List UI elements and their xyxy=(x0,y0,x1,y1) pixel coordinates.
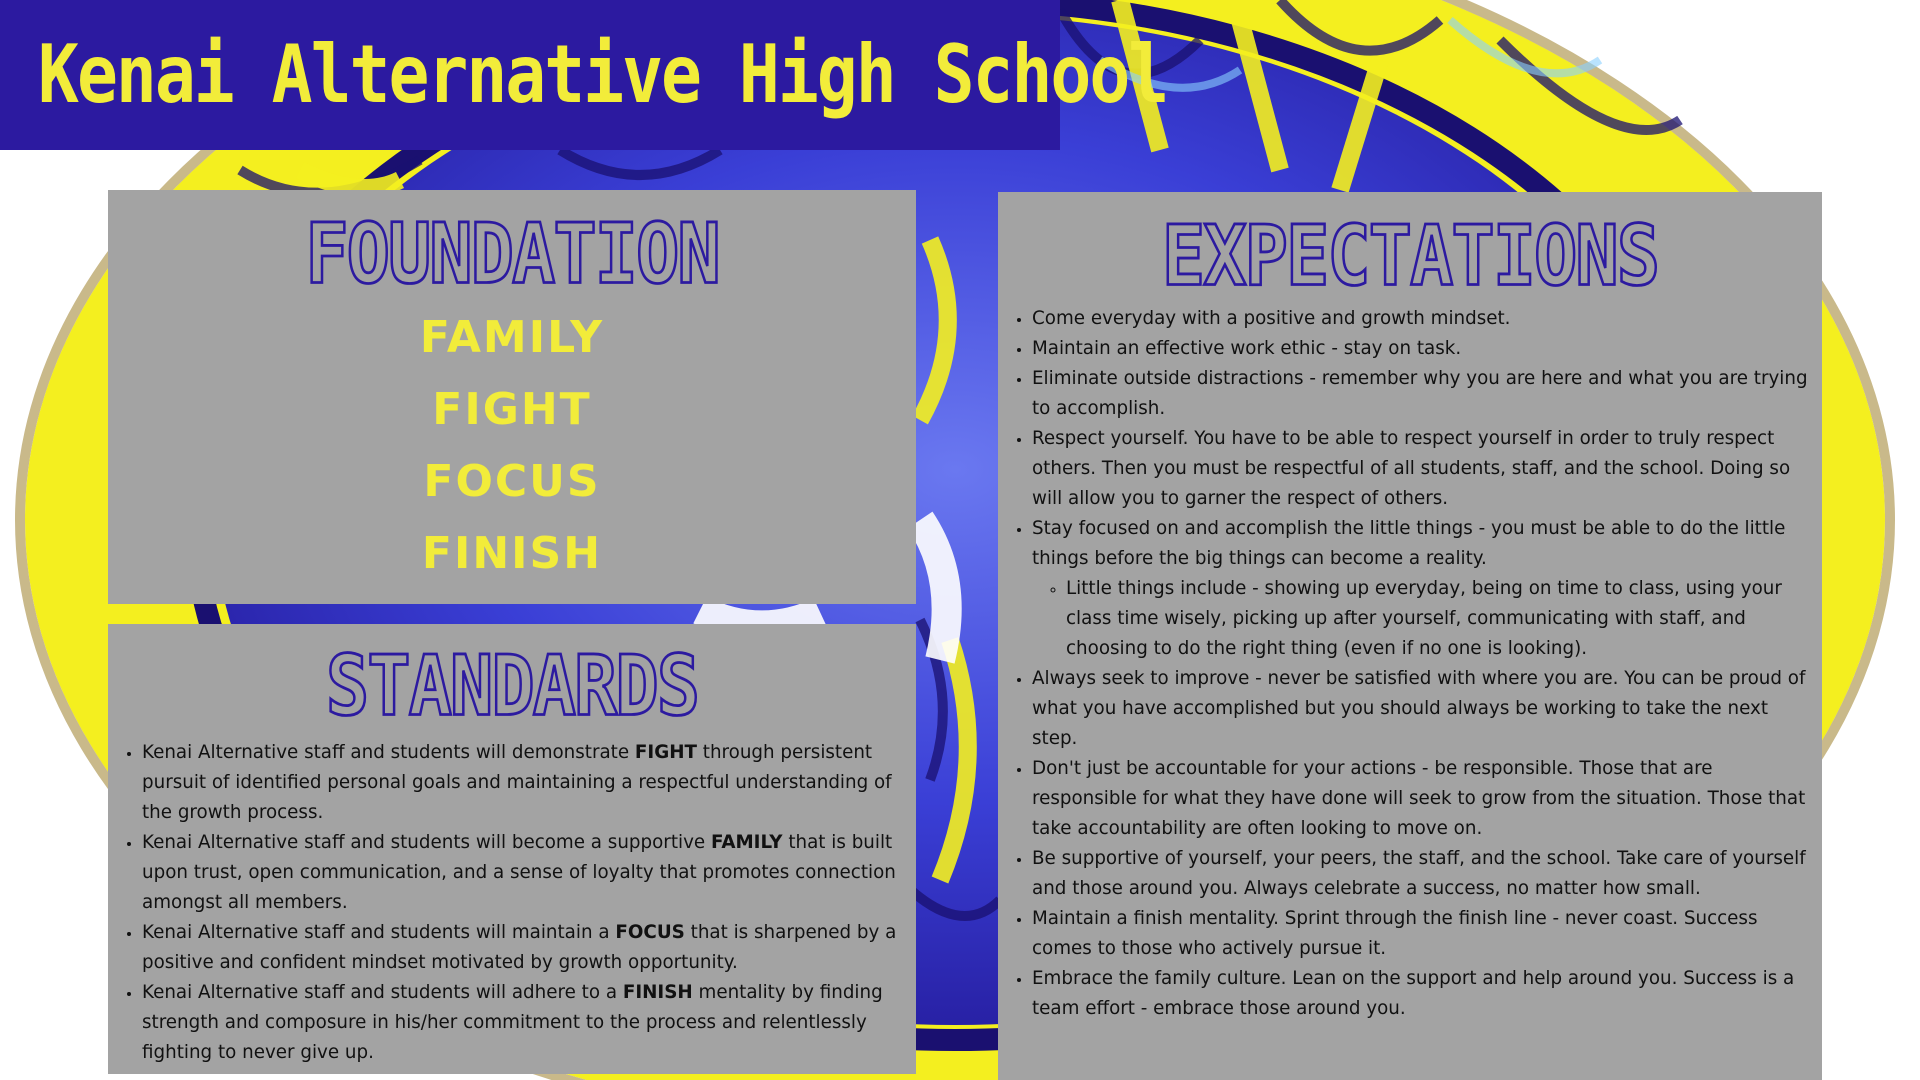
page-title: Kenai Alternative High School xyxy=(38,28,1168,122)
standards-item-text: mentality by finding strength and composure in his/her commitment to the process and relentlessly fighting to never give up. xyxy=(142,982,883,1063)
expectations-item xyxy=(1032,514,1810,664)
expectations-item: • Maintain a finish mentality. Sprint through the finish line - never coast. Success comes to those who actively pursue it. xyxy=(1032,904,1810,964)
expectations-heading: EXPECTATIONS xyxy=(1161,207,1659,305)
expectations-list xyxy=(998,304,1822,1024)
standards-list xyxy=(108,738,916,1068)
standards-keyword: FAMILY xyxy=(710,832,783,853)
foundation-panel xyxy=(108,190,916,604)
expectations-sub-item: ◦ Little things include - showing up everyday, being on time to class, using your class time wisely, picking up after yourself, communicating with staff, and choosing to do the right thing (even if no one is looking). xyxy=(1066,574,1810,664)
standards-item xyxy=(142,978,902,1068)
standards-item-text: Kenai Alternative staff and students will demonstrate xyxy=(142,742,635,763)
expectations-item: • Eliminate outside distractions - remember why you are here and what you are trying to accomplish. xyxy=(1032,364,1810,424)
foundation-word: FINISH xyxy=(421,528,603,579)
standards-keyword: FINISH xyxy=(622,982,693,1003)
standards-item-text: that is built upon trust, open communication, and a sense of loyalty that promotes connection amongst all members. xyxy=(142,832,896,913)
foundation-word: FOCUS xyxy=(423,456,601,507)
expectations-item: • Maintain an effective work ethic - stay on task. xyxy=(1032,334,1810,364)
foundation-word-list xyxy=(108,302,916,590)
expectations-item: • Embrace the family culture. Lean on the support and help around you. Success is a team effort - embrace those around you. xyxy=(1032,964,1810,1024)
expectations-sub-list xyxy=(1032,574,1810,664)
standards-item xyxy=(142,828,902,918)
standards-item-text: through persistent pursuit of identified personal goals and maintaining a respectful understanding of the growth process. xyxy=(142,742,892,823)
foundation-word: FAMILY xyxy=(419,312,605,363)
expectations-item: • Respect yourself. You have to be able to respect yourself in order to truly respect others. Then you must be respectful of all students, staff, and the school. Doing so will allow you to garner the respect of others. xyxy=(1032,424,1810,514)
expectations-item: • Be supportive of yourself, your peers, the staff, and the school. Take care of yourself and those around you. Always celebrate a success, no matter how small. xyxy=(1032,844,1810,904)
foundation-heading: FOUNDATION xyxy=(305,205,719,303)
expectations-item: • Come everyday with a positive and growth mindset. xyxy=(1032,304,1810,334)
expectations-panel xyxy=(998,192,1822,1080)
expectations-item: • Always seek to improve - never be satisfied with where you are. You can be proud of what you have accomplished but you should always be working to take the next step. xyxy=(1032,664,1810,754)
standards-keyword: FIGHT xyxy=(634,742,697,763)
standards-item xyxy=(142,738,902,828)
standards-heading: STANDARDS xyxy=(325,637,699,735)
standards-item-text: that is sharpened by a positive and confident mindset motivated by growth opportunity. xyxy=(142,922,897,973)
standards-item-text: Kenai Alternative staff and students will become a supportive xyxy=(142,832,711,853)
standards-item-text: Kenai Alternative staff and students will maintain a xyxy=(142,922,616,943)
standards-item xyxy=(142,918,902,978)
foundation-word: FIGHT xyxy=(432,384,592,435)
title-banner xyxy=(0,0,1168,150)
standards-keyword: FOCUS xyxy=(615,922,685,943)
expectations-item: • Don't just be accountable for your actions - be responsible. Those that are responsible for what they have done will seek to grow from the situation. Those that take accountability are often looking to move on. xyxy=(1032,754,1810,844)
expectations-item-text: Stay focused on and accomplish the little things - you must be able to do the little things before the big things can become a reality. xyxy=(1032,518,1786,569)
standards-panel xyxy=(108,624,916,1074)
standards-item-text: Kenai Alternative staff and students will adhere to a xyxy=(142,982,623,1003)
